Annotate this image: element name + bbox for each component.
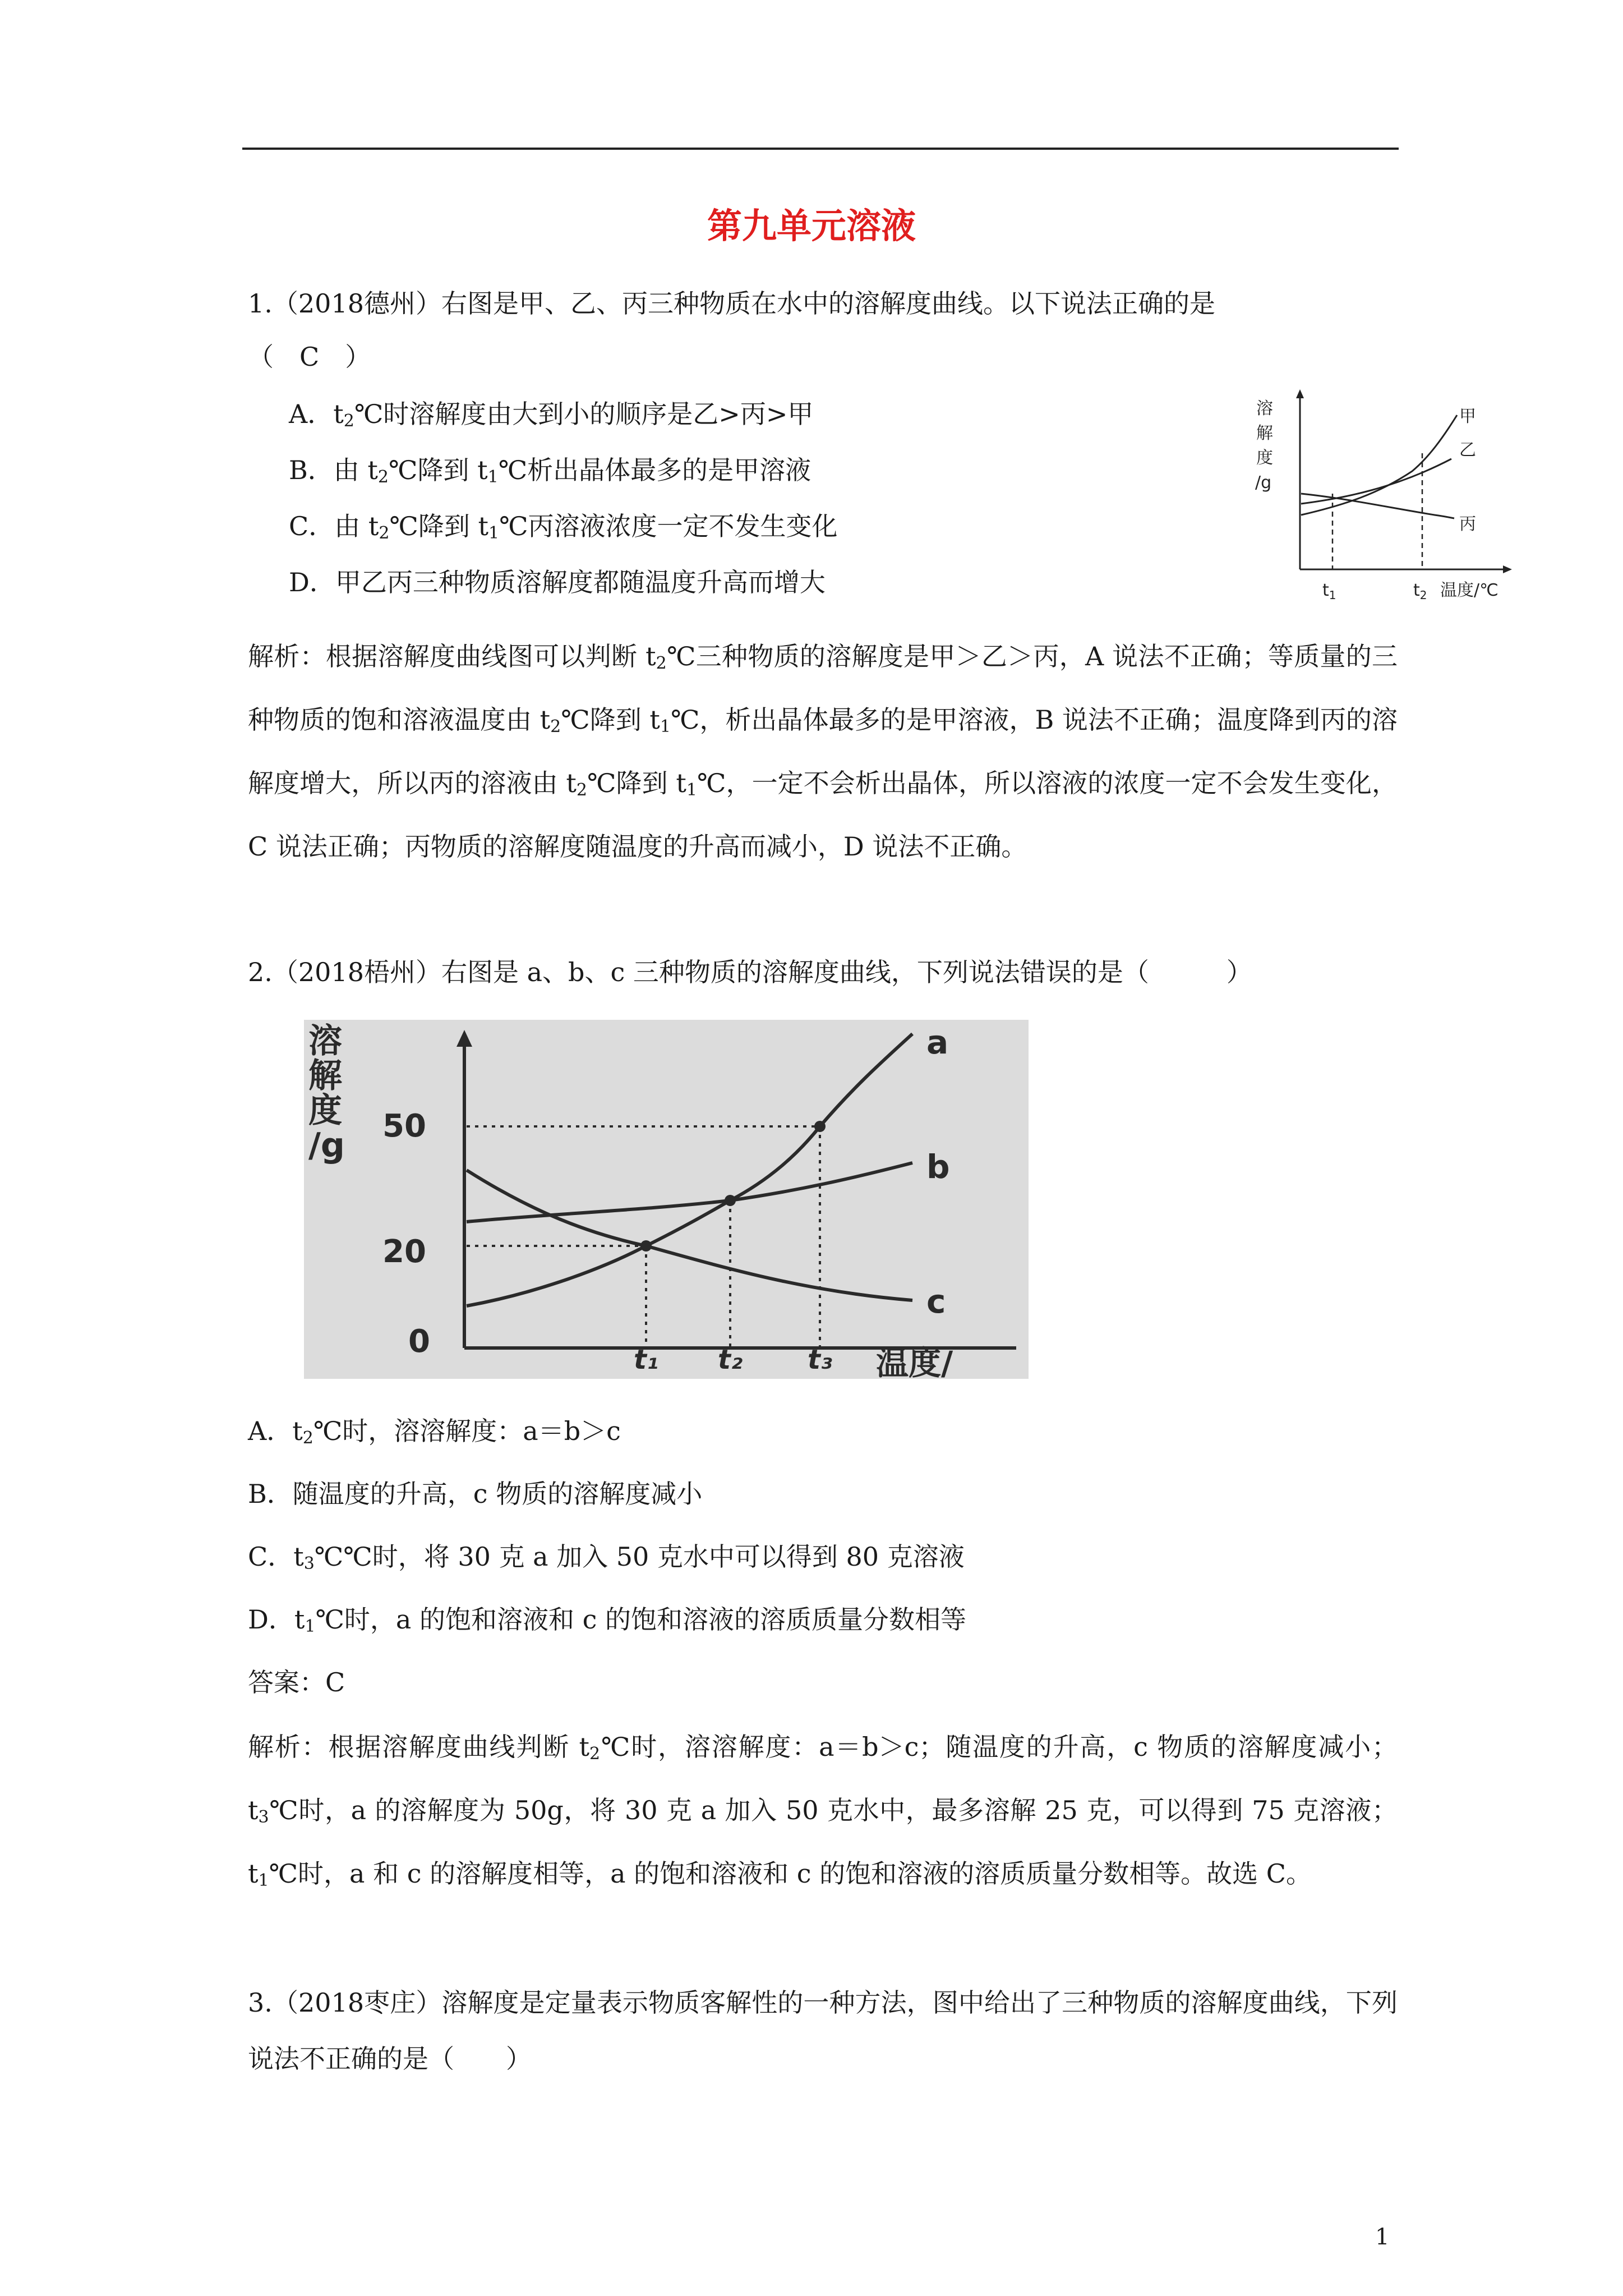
q2-fig-ytick-20: 20	[382, 1234, 426, 1270]
q1-fig-label-bing: 丙	[1459, 514, 1476, 534]
q2-analysis: 解析：根据溶解度曲线判断 $t_2℃$时，溶溶解度：a＝b＞c；随温度的升高，c 物质的溶解度减小；$t_3℃$时，a 的溶解度为 50g，将 30 克 a 加入 50 克水中，最多溶解 25 克，可以得到 75 克溶液；$t_1℃$时，a 和 c 的溶解度相等，a 的饱和溶液和 c 的饱和溶液的溶质质量分数相等。故选 C。	[248, 1732, 1398, 1890]
q1-fig-tick-t1: $t_1$	[1322, 581, 1336, 602]
q2-fig-ylabel-1: 溶	[308, 1022, 342, 1061]
q2-option-c: C．$t_3℃℃$时，将 30 克 a 加入 50 克水中可以得到 80 克溶液	[248, 1542, 965, 1573]
q2-fig-label-a: a	[926, 1023, 949, 1061]
q1-fig-ylabel-2: 解	[1256, 424, 1273, 443]
q1-fig-y-arrow	[1296, 389, 1304, 398]
q2-fig-xlabel: 温度/	[876, 1344, 953, 1379]
q2-fig-point-t2	[725, 1195, 736, 1206]
q1-answer-bracket: （ C ）	[248, 342, 371, 372]
q3-stem: 3.（2018枣庄）溶解度是定量表示物质客解性的一种方法，图中给出了三种物质的溶解度曲线，下列说法不正确的是（ ）	[248, 1987, 1398, 2074]
q2-stem: 2.（2018梧州）右图是 a、b、c 三种物质的溶解度曲线，下列说法错误的是（ ）	[248, 957, 1252, 987]
q1-stem: 1.（2018德州）右图是甲、乙、丙三种物质在水中的溶解度曲线。以下说法正确的是	[248, 288, 1215, 319]
q1-fig-curve-bing	[1301, 494, 1454, 518]
q2-answer: 答案：C	[248, 1667, 345, 1697]
q1-analysis: 解析：根据溶解度曲线图可以判断 $t_2℃$三种物质的溶解度是甲＞乙＞丙，A 说法不正确；等质量的三种物质的饱和溶液温度由 $t_2℃$降到 $t_1℃$，析出晶体最多的是甲溶液，B 说法不正确；温度降到丙的溶解度增大，所以丙的溶液由 $t_2℃$降到 $t_1℃$，一定不会析出晶体，所以溶液的浓度一定不会发生变化，C 说法正确；丙物质的溶解度随温度的升高而减小，D 说法不正确。	[248, 641, 1398, 862]
q1-fig-tick-t2: $t_2$	[1413, 581, 1427, 602]
q1-fig-label-jia: 甲	[1459, 407, 1476, 426]
q2-fig-ylabel-4: /g	[308, 1126, 345, 1165]
q2-fig-xtick-t2: t₂	[718, 1344, 743, 1375]
q2-option-d: D．$t_1℃$时，a 的饱和溶液和 c 的饱和溶液的溶质质量分数相等	[248, 1604, 966, 1636]
q1-solubility-figure	[1244, 387, 1547, 611]
page-number: 1	[1375, 2224, 1390, 2250]
q1-fig-label-yi: 乙	[1459, 440, 1476, 460]
q2-fig-ytick-50: 50	[382, 1108, 426, 1144]
header-rule	[242, 148, 1399, 150]
q1-fig-x-arrow	[1503, 565, 1512, 573]
q1-fig-ylabel-1: 溶	[1256, 399, 1273, 418]
q2-fig-point-t3	[814, 1121, 826, 1132]
page-title: 第九单元溶液	[707, 205, 916, 246]
q1-fig-xlabel: 温度/℃	[1440, 581, 1498, 600]
q2-fig-ylabel-3: 度	[308, 1091, 342, 1130]
q2-fig-label-c: c	[926, 1282, 946, 1320]
q2-fig-label-b: b	[926, 1148, 950, 1186]
q2-fig-xtick-t3: t₃	[808, 1344, 832, 1375]
q1-option-b: B．由 $t_2℃$降到 $t_1℃$析出晶体最多的是甲溶液	[289, 455, 811, 487]
q2-option-a: A．$t_2℃$时，溶溶解度：a＝b＞c	[248, 1416, 621, 1448]
q1-option-a: A．$t_2℃$时溶解度由大到小的顺序是乙>丙>甲	[289, 399, 814, 431]
q1-fig-ylabel-3: 度	[1256, 448, 1273, 468]
q2-option-b: B．随温度的升高，c 物质的溶解度减小	[248, 1479, 703, 1509]
q1-fig-ylabel-4: /g	[1255, 473, 1272, 493]
q2-fig-ylabel-2: 解	[308, 1056, 342, 1096]
q2-fig-xtick-t1: t₁	[634, 1344, 658, 1375]
q2-fig-point-t1	[640, 1240, 652, 1251]
q1-option-c: C．由 $t_2℃$降到 $t_1℃$丙溶液浓度一定不发生变化	[289, 511, 838, 543]
q2-solubility-figure	[304, 1020, 1029, 1379]
q1-option-d: D．甲乙丙三种物质溶解度都随温度升高而增大	[289, 567, 826, 597]
q2-fig-ytick-0: 0	[408, 1323, 430, 1360]
